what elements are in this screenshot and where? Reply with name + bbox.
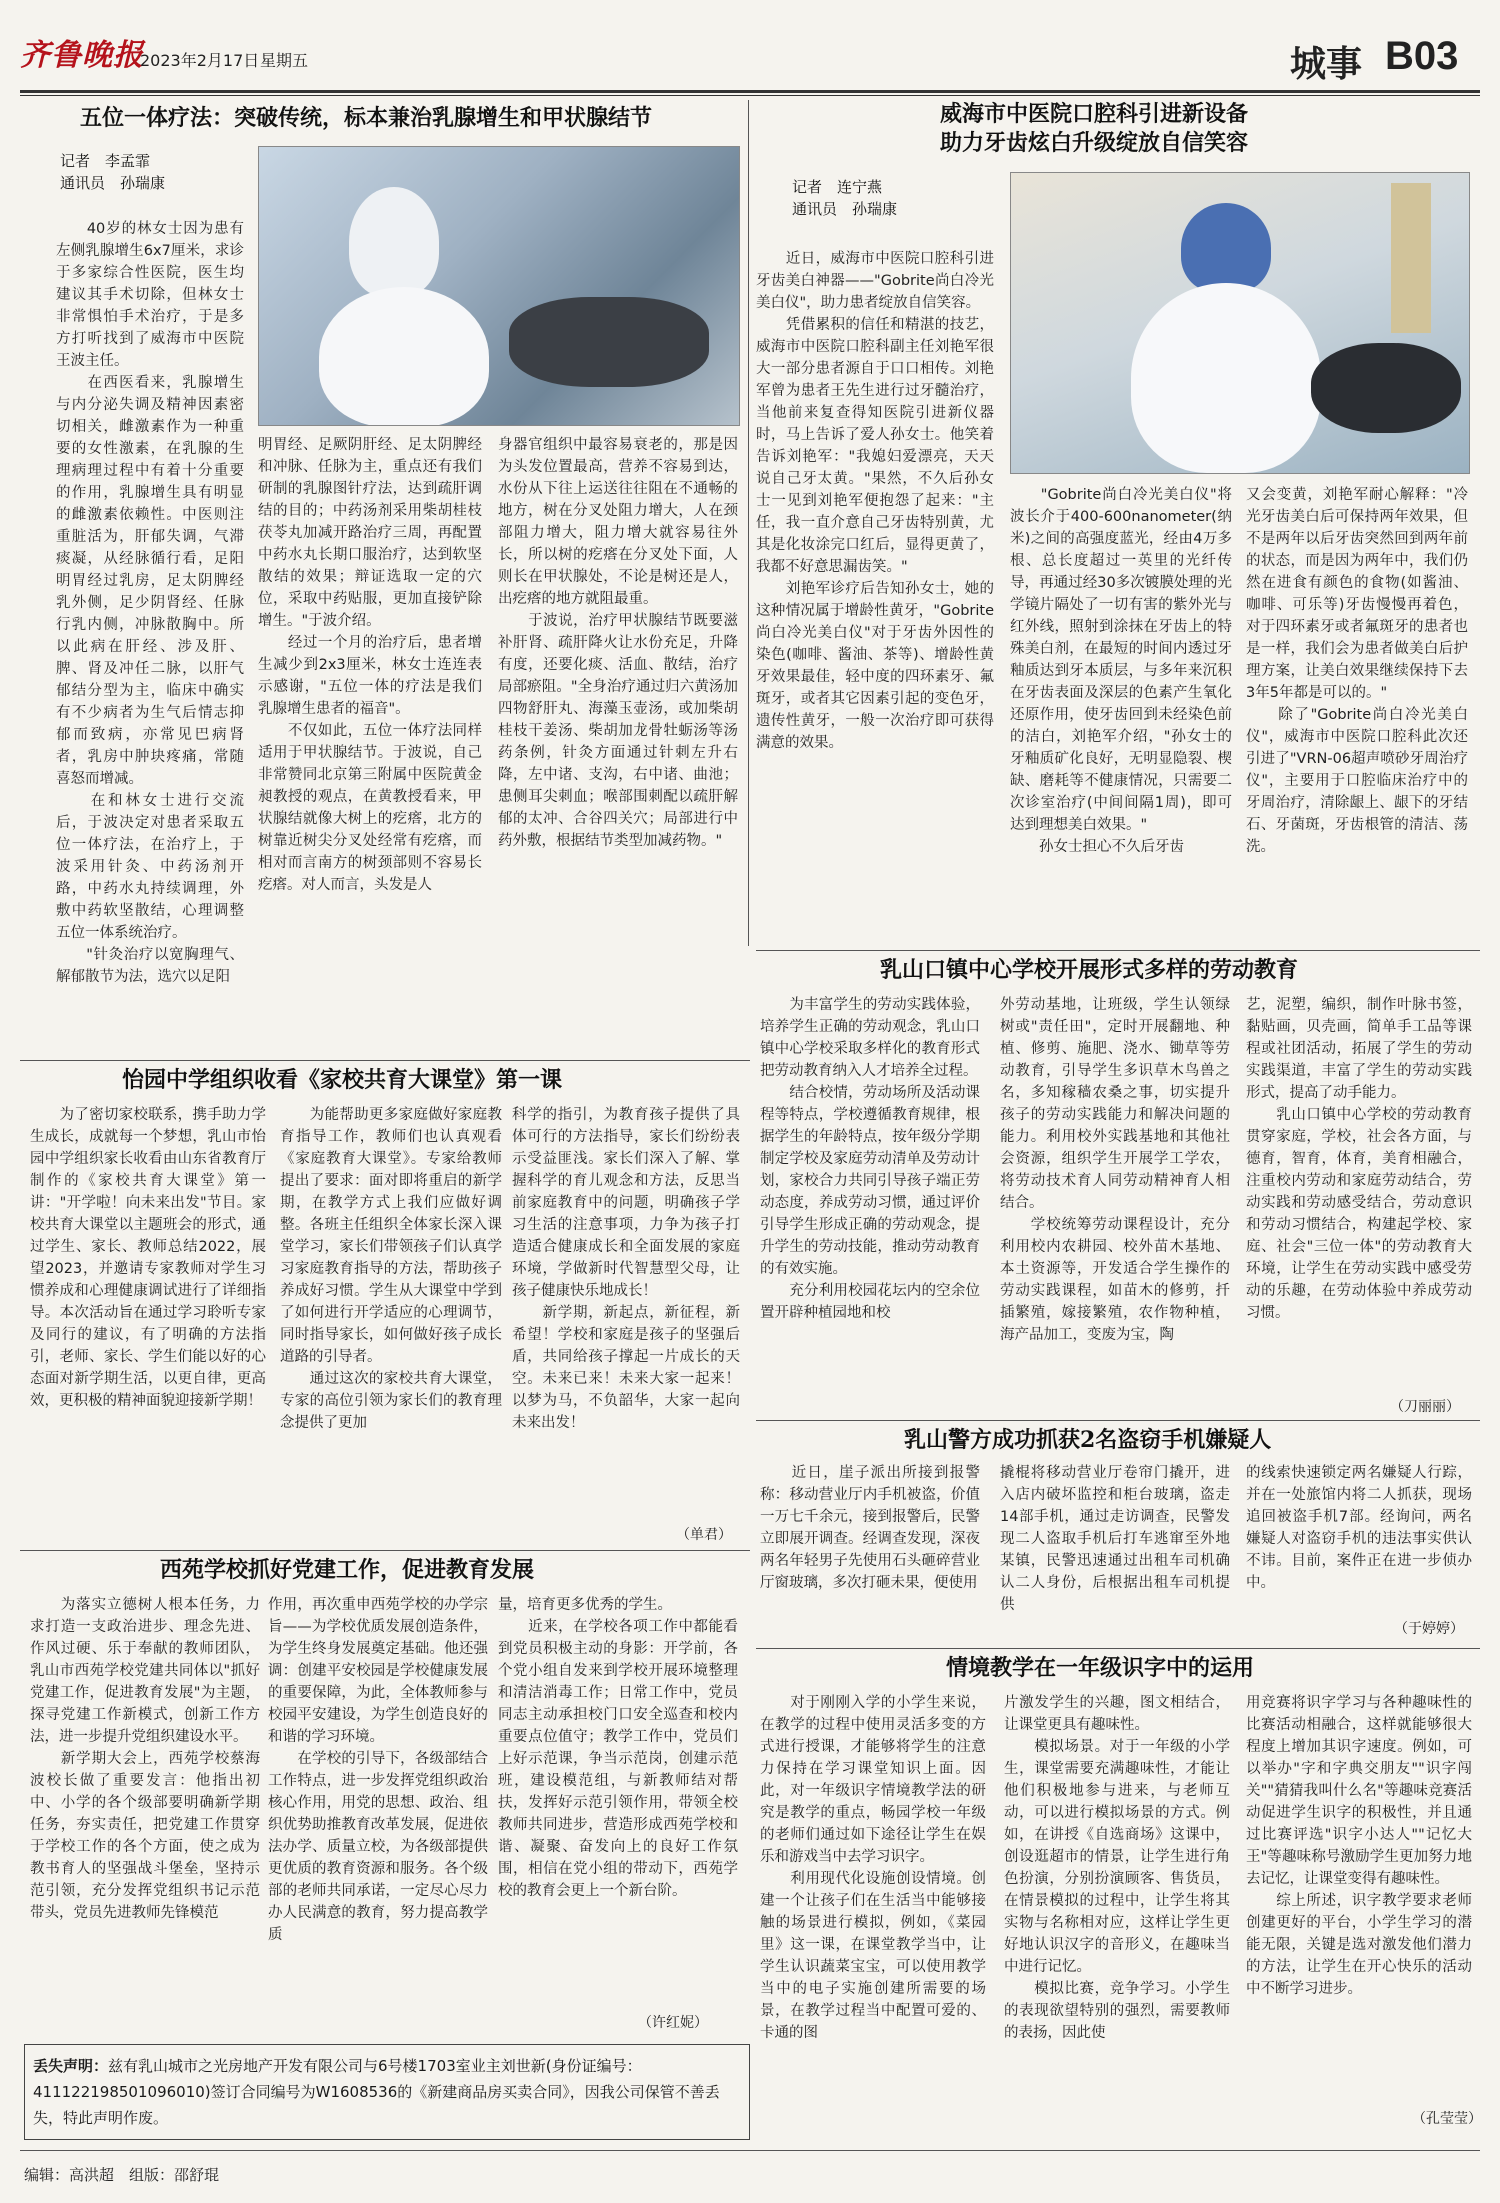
article5-author: （于婷婷） [1394,1621,1464,1637]
article6-col2: 作用，再次重申西苑学校的办学宗旨——为学校优质发展创造条件，为学生终身发展奠定基础。他还强调：创建平安校园是学校健康发展的重要保障，为此，全体教师参与校园平安建设，为学生创造良好的和谐的学习环境。 在学校的引导下，各级部结合工作特点，进一步发挥党组织政治核心作用，用党的思想、政治、组织优势助推教育改革发展，促进依法办学、质量立校，为各级部提供更优质的教育资源和服务。各个级部的老师共同承诺，一定尽心尽力办人民满意的教育，努力提高教学质 [268,1597,488,1943]
article3-col1: 为丰富学生的劳动实践体验，培养学生正确的劳动观念，乳山口镇中心学校采取多样化的教育形式把劳动教育纳入人才培养全过程。 结合校情，劳动场所及活动课程等特点，学校遵循教育规律，根据学生的年龄特点，按年级分学期制定学校及家庭劳动清单及劳动计划，家校合力共同引导孩子端正劳动态度，养成劳动习惯，通过评价引导学生形成正确的劳动观念，提升学生的劳动技能，推动劳动教育的有效实施。 充分利用校园花坛内的空余位置开辟种植园地和校 [760,997,980,1321]
article3-col3: 艺，泥塑，编织，制作叶脉书签，黏贴画，贝壳画，简单手工品等课程或社团活动，拓展了学生的劳动实践渠道，丰富了学生的劳动实践形式，提高了动手能力。 乳山口镇中心学校的劳动教育贯穿家庭，学校，社会各方面，与德育，智育，体育，美育相融合，注重校内劳动和家庭劳动结合，劳动实践和劳动感受结合，劳动意识和劳动习惯结合，构建起学校、家庭、社会"三位一体"的劳动教育大环境，让学生在劳动实践中感受劳动的乐趣，在劳动体验中养成劳动习惯。 [1246,997,1472,1321]
article2-title: 威海市中医院口腔科引进新设备 助力牙齿炫白升级绽放自信笑容 [940,101,1249,156]
footer-rule [20,2150,1480,2151]
footer-credits: 编辑：高洪超 组版：邵舒琨 [24,2166,220,2184]
lost-notice-label: 丢失声明： [33,2057,109,2075]
article4-col1: 为了密切家校联系，携手助力学生成长，成就每一个梦想，乳山市怡园中学组织家长收看由山东省教育厅制作的《家校共育大课堂》第一讲："开学啦！向未来出发"节目。家校共育大课堂以主题班会的形式，通过学生、家长、教师总结2022，展望2023，并邀请专家教师对学生习惯养成和心理健康调试进行了详细指导。本次活动旨在通过学习聆听专家及同行的建议，有了明确的方法指引，老师、家长、学生们能以好的心态面对新学期生活，以更自律，更高效，更积极的精神面貌迎接新学期！ [30,1107,266,1409]
article3-author: （刀丽丽） [1390,1399,1460,1415]
article6-col3: 量，培育更多优秀的学生。 近来，在学校各项工作中都能看到党员积极主动的身影：开学前，各个党小组自发来到学校开展环境整理和清洁消毒工作；日常工作中，党员同志主动承担校门口安全巡查和校内重要点位值守；教学工作中，党员们上好示范课，争当示范岗，创建示范班，建设模范组，与新教师结对帮扶，发挥好示范引领作用，带领全校教师共同进步，营造形成西苑学校和谐、凝聚、奋发向上的良好工作氛围，相信在党小组的带动下，西苑学校的教育会更上一个新台阶。 [498,1597,738,1899]
article2-reporter: 记者 连宁燕 [792,178,883,196]
article2-col0: 近日，威海市中医院口腔科引进牙齿美白神器——"Gobrite尚白冷光美白仪"，助力患者绽放自信笑容。 凭借累积的信任和精湛的技艺，威海市中医院口腔科副主任刘艳军很大一部分患者源自于口口相传。刘艳军曾为患者王先生进行过牙髓治疗，当他前来复查得知医院引进新仪器时，马上告诉了爱人孙女士。他笑着告诉刘艳军："我媳妇爱漂亮，天天说自己牙太黄。"果然，不久后孙女士一见到刘艳军便抱怨了起来："主任，我一直介意自己牙齿特别黄，尤其是化妆涂完口红后，显得更黄了，我都不好意思漏齿笑。" 刘艳军诊疗后告知孙女士，她的这种情况属于增龄性黄牙，"Gobrite尚白冷光美白仪"对于牙齿外因性的染色(咖啡、酱油、茶等)、增龄性黄牙效果最佳，轻中度的四环素牙、氟斑牙，或者其它因素引起的变色牙，遗传性黄牙，一般一次治疗即可获得满意的效果。 [756,251,994,751]
article1-col1: 40岁的林女士因为患有左侧乳腺增生6x7厘米，求诊于多家综合性医院，医生均建议其手术切除，但林女士非常惧怕手术治疗，于是多方打听找到了威海市中医院王波主任。 在西医看来，乳腺增生与内分泌失调及精神因素密切相关，雌激素作为一种重要的女性激素，在乳腺的生理病理过程中有着十分重要的作用，乳腺增生具有明显的雌激素依赖性。中医则注重脏活为，肝郁失调，气滞痰凝，从经脉循行看，足阳明胃经过乳房，足太阴脾经乳外侧，足少阴肾经、任脉行乳内侧，冲脉散胸中。所以此病在肝经、涉及肝、脾、肾及冲任二脉，以肝气郁结分型为主，临床中确实有不少病者为生气后情志抑郁而致病，亦常见巴病肾者，乳房中肿块疼痛，常随喜怒而增减。 在和林女士进行交流后，于波决定对患者采取五位一体疗法，在治疗上，于波采用针灸、中药汤剂开路，中药水丸持续调理，外敷中药软坚散结，心理调整五位一体系统治疗。 "针灸治疗以宽胸理气、解郁散节为法，选穴以足阳 [56,221,244,985]
article1-col2: 明胃经、足厥阴肝经、足太阴脾经和冲脉、任脉为主，重点还有我们研制的乳腺图针疗法，达到疏肝调结的目的；中药汤剂采用柴胡桂枝茯苓丸加减开路治疗三周，再配置中药水丸长期口服治疗，达到软坚散结的效果；辩证选取一定的穴位，采取中药贴服，更加直接铲除增生。"于波介绍。 经过一个月的治疗后，患者增生减少到2x3厘米，林女士连连表示感谢，"五位一体的疗法是我们乳腺增生患者的福音"。 不仅如此，五位一体疗法同样适用于甲状腺结节。于波说，自己非常赞同北京第三附属中医院黄金昶教授的观点，在黄教授看来，甲状腺结就像大树上的疙瘩，北方的树靠近树尖分叉处经常有疙瘩，而相对而言南方的树颈部则不容易长疙瘩。对人而言，头发是人 [258,437,482,893]
article6-title: 西苑学校抓好党建工作，促进教育发展 [160,1557,535,1583]
article7-col3: 用竞赛将识字学习与各种趣味性的比赛活动相融合，这样就能够很大程度上增加其识字速度。例如，可以举办"字和字典交朋友""识字闯关""猜猜我叫什么名"等趣味竞赛活动促进学生识字的积极性，并且通过比赛评选"识字小达人""记忆大王"等趣味称号激励学生更加努力地去记忆，让课堂变得有趣味性。 综上所述，识字教学要求老师创建更好的平台，小学生学习的潜能无限，关键是选对激发他们潜力的方法，让学生在开心快乐的活动中不断学习进步。 [1246,1695,1472,1997]
section-title: 城事 [1290,43,1363,85]
article6-author: （许红妮） [638,2015,708,2031]
article2-col1: "Gobrite尚白冷光美白仪"将波长介于400-600nanometer(纳米)之间的高强度蓝光，经由4万多根、总长度超过一英里的光纤传导，再通过经30多次镀膜处理的光学镜片隔处了一切有害的紫外光与红外线，照射到涂抹在牙齿上的特殊美白剂，在最短的时间内透过牙釉质达到牙本质层，与多年来沉积在牙齿表面及深层的色素产生氧化还原作用，使牙齿回到未经染色前的洁白，刘艳军介绍，"孙女士的牙釉质矿化良好，无明显隐裂、楔缺、磨耗等不健康情况，只需要二次诊室治疗(中间间隔1周)，即可达到理想美白效果。" 孙女士担心不久后牙齿 [1010,487,1232,855]
article1-reporter: 记者 李孟霏 [60,152,151,170]
article4-col2: 为能帮助更多家庭做好家庭教育指导工作，教师们也认真观看《家庭教育大课堂》。专家给教师提出了要求：面对即将重启的新学期，在教学方式上我们应做好调整。各班主任组织全体家长深入课堂学习，家长们带领孩子们认真学习家庭教育指导的方法，帮助孩子养成好习惯。学生从大课堂中学到了如何进行开学适应的心理调节，同时指导家长，如何做好孩子成长道路的引导者。 通过这次的家校共育大课堂，专家的高位引领为家长们的教育理念提供了更加 [280,1107,502,1431]
article1-title: 五位一体疗法：突破传统，标本兼治乳腺增生和甲状腺结节 [80,105,653,131]
article1-photo [258,146,740,426]
masthead-rule [20,90,1480,93]
newspaper-logo: 齐鲁晚报 [20,38,144,73]
article7-col1: 对于刚刚入学的小学生来说，在教学的过程中使用灵活多变的方式进行授课，才能够将学生的注意力保持在学习课堂知识上面。因此，对一年级识字情境教学法的研究是教学的重点，畅园学校一年级的老师们通过如下途径让学生在娱乐和游戏当中去学习识字。 利用现代化设施创设情境。创建一个让孩子们在生活当中能够接触的场景进行模拟，例如，《菜园里》这一课，在课堂教学当中，让学生认识蔬菜宝宝，可以使用教学当中的电子实施创建所需要的场景，在教学过程当中配置可爱的、卡通的图 [760,1695,986,2041]
section-divider [756,1420,1480,1421]
lost-notice [24,2044,750,2140]
page-number: B03 [1385,34,1459,78]
article7-title: 情境教学在一年级识字中的运用 [946,1655,1255,1681]
article3-col2: 外劳动基地，让班级，学生认领绿树或"责任田"，定时开展翻地、种植、修剪、施肥、浇水、锄草等劳动教育，引导学生多识草木鸟兽之名，多知稼穑农桑之事，切实提升孩子的劳动实践能力和解决问题的能力。利用校外实践基地和其他社会资源，组织学生开展学工学农，将劳动技术育人同劳动精神育人相结合。 学校统筹劳动课程设计，充分利用校内农耕园、校外苗木基地、本土资源等，开发适合学生操作的劳动实践课程，如苗木的修剪，扦插繁殖，嫁接繁殖，农作物种植，海产品加工，变废为宝，陶 [1000,997,1230,1343]
article5-col1: 近日，崖子派出所接到报警称：移动营业厅内手机被盗，价值一万七千余元，接到报警后，民警立即展开调查。经调查发现，深夜两名年轻男子先使用石头砸碎营业厅窗玻璃，多次打砸未果，便使用 [760,1465,980,1591]
article4-author: （单君） [676,1527,732,1543]
article5-col2: 撬棍将移动营业厅卷帘门撬开，进入店内破坏监控和柜台玻璃，盗走14部手机，通过走访调查，民警发现二人盗取手机后打车逃窜至外地某镇，民警迅速通过出租车司机确认二人身份，后根据出租车司机提供 [1000,1465,1230,1613]
article4-title: 怡园中学组织收看《家校共育大课堂》第一课 [122,1067,563,1093]
issue-weekday: 星期五 [260,51,309,70]
section-divider [20,1060,750,1061]
lost-notice-text: 兹有乳山城市之光房地产开发有限公司与6号楼1703室业主刘世新(身份证编号：411122198501096010)签订合同编号为W1608536的《新建商品房买卖合同》，因我公司保管不善丢失，特此声明作废。 [33,2057,720,2127]
section-divider [756,1648,1480,1649]
masthead-rule-thin [20,95,1480,96]
section-divider [20,1550,750,1551]
article4-col3: 科学的指引，为教育孩子提供了具体可行的方法指导，家长们纷纷表示受益匪浅。家长们深入了解、掌握科学的育儿观念和方法，反思当前家庭教育中的问题，明确孩子学习生活的注意事项，力争为孩子打造适合健康成长和全面发展的家庭环境，学做新时代智慧型父母，让孩子健康快乐地成长！ 新学期，新起点，新征程，新希望！学校和家庭是孩子的坚强后盾，共同给孩子撑起一片成长的天空。未来已来！未来大家一起来！以梦为马，不负韶华，大家一起向未来出发！ [512,1107,740,1431]
article7-author: （孔莹莹） [1412,2111,1482,2127]
article6-col1: 为落实立德树人根本任务，力求打造一支政治进步、理念先进、作风过硬、乐于奉献的教师团队，乳山市西苑学校党建共同体以"抓好党建工作，促进教育发展"为主题，探寻党建工作新模式，创新工作方法，进一步提升党组织建设水平。 新学期大会上，西苑学校蔡海波校长做了重要发言：他指出初中、小学的各个级部要明确新学期任务，夯实责任，把党建工作贯穿于学校工作的各个方面，使之成为教书育人的坚强战斗堡垒，坚持示范引领，充分发挥党组织书记示范带头，党员先进教师先锋模范 [30,1597,260,1921]
article5-title: 乳山警方成功抓获2名盗窃手机嫌疑人 [904,1427,1272,1453]
column-divider [748,100,749,946]
section-divider [756,950,1480,951]
article7-col2: 片激发学生的兴趣，图文相结合，让课堂更具有趣味性。 模拟场景。对于一年级的小学生，课堂需要充满趣味性，才能让他们积极地参与进来，与老师互动，可以进行模拟场景的方式。例如，在讲授《自选商场》这课中，创设逛超市的情景，让学生进行角色扮演，分别扮演顾客、售货员，在情景模拟的过程中，让学生将其实物与名称相对应，这样让学生更好地认识汉字的音形义，在趣味当中进行记忆。 模拟比赛，竞争学习。小学生的表现欲望特别的强烈，需要教师的表扬，因此使 [1004,1695,1230,2041]
article1-col3: 身器官组织中最容易衰老的，那是因为头发位置最高，营养不容易到达，水份从下往上运送往往阻在不通畅的地方，树在分叉处阻力增大，人在颈部阻力增大，阻力增大就容易往外长，所以树的疙瘩在分叉处下面，人则长在甲状腺处，不论是树还是人，出疙瘩的地方就阻最重。 于波说，治疗甲状腺结节既要滋补肝肾、疏肝降火让水份充足，升降有度，还要化痰、活血、散结，治疗局部瘀阻。"全身治疗通过归六黄汤加四物舒肝丸、海藻玉壶汤，或加柴胡桂枝干姜汤、柴胡加龙骨牡蛎汤等汤药条例，针灸方面通过针刺左升右降，左中诸、支沟，右中诸、曲池；患侧耳尖刺血；喉部围刺配以疏肝解郁的太冲、合谷四关穴；局部进行中药外敷，根据结节类型加减药物。" [498,437,738,849]
article2-col2: 又会变黄，刘艳军耐心解释："冷光牙齿美白后可保持两年效果，但不是两年以后牙齿突然回到两年前的状态，而是因为两年中，我们仍然在进食有颜色的食物(如酱油、咖啡、可乐等)牙齿慢慢再着色，对于四环素牙或者氟斑牙的患者也是一样，我们会为患者做美白后护理方案，让美白效果继续保持下去3年5年都是可以的。" 除了"Gobrite尚白冷光美白仪"，威海市中医院口腔科此次还引进了"VRN-06超声喷砂牙周治疗仪"，主要用于口腔临床治疗中的牙周治疗，清除龈上、龈下的牙结石、牙菌斑，牙齿根管的清洁、荡洗。 [1246,487,1468,855]
article2-photo [1010,172,1470,474]
article1-correspondent: 通讯员 孙瑞康 [60,174,166,192]
issue-date: 2023年2月17日 [140,51,260,70]
article2-correspondent: 通讯员 孙瑞康 [792,200,898,218]
article5-col3: 的线索快速锁定两名嫌疑人行踪，并在一处旅馆内将二人抓获，现场追回被盗手机7部。经询问，两名嫌疑人对盗窃手机的违法事实供认不讳。目前，案件正在进一步侦办中。 [1246,1465,1472,1591]
article3-title: 乳山口镇中心学校开展形式多样的劳动教育 [880,957,1299,983]
